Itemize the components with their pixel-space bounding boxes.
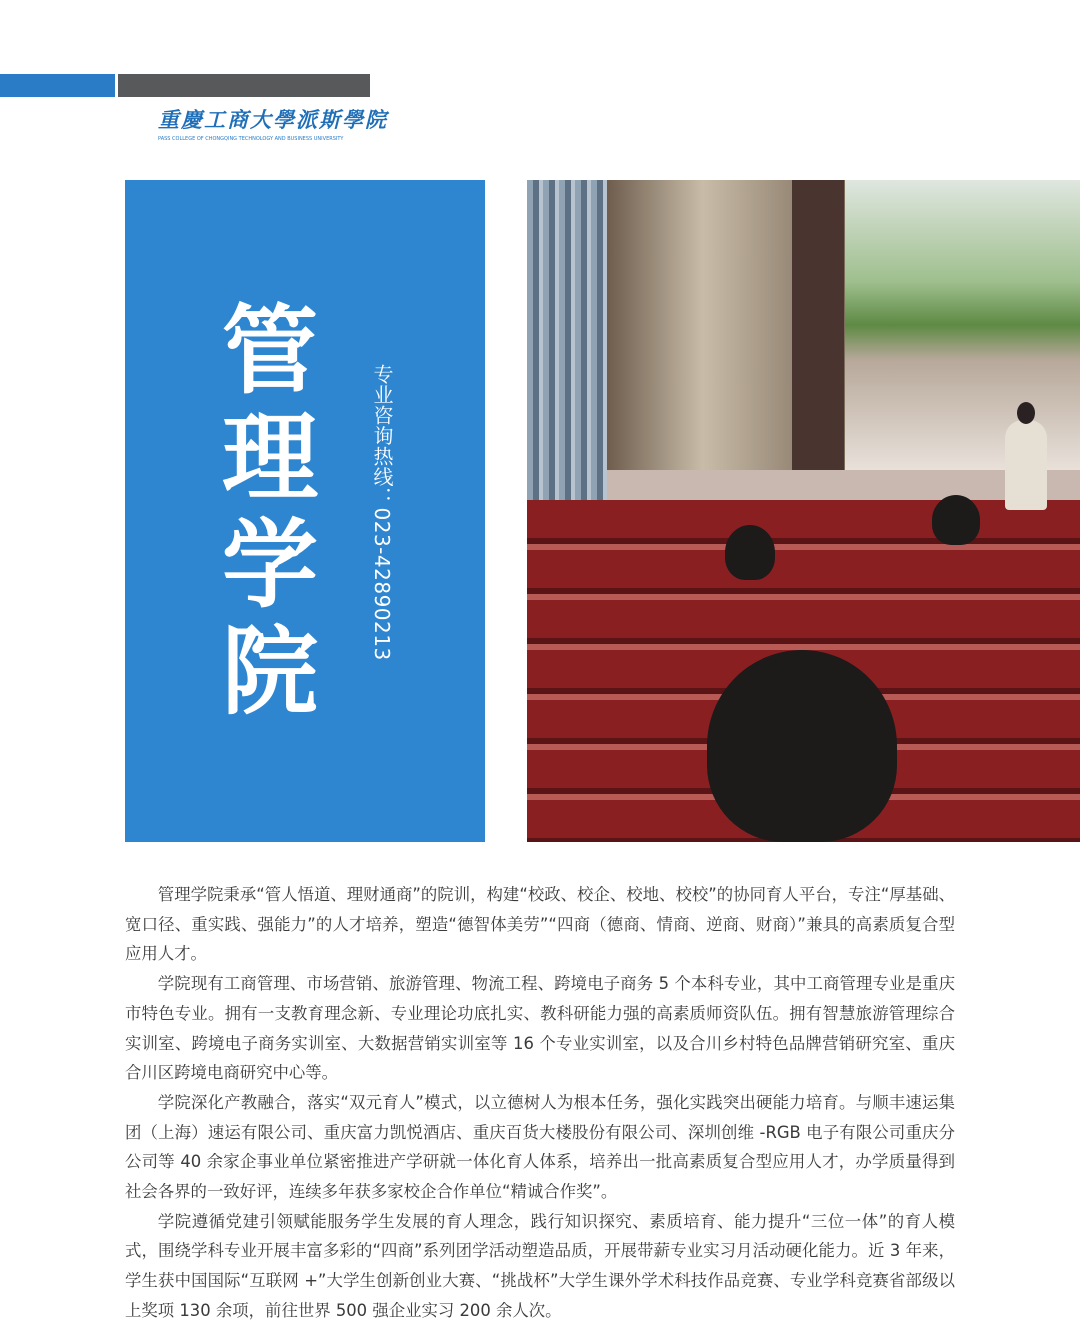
logo-english-name: PASS COLLEGE OF CHONGQING TECHNOLOGY AND BUSINESS UNIVERSITY [158, 136, 344, 142]
paragraph: 学院深化产教融合，落实“双元育人”模式，以立德树人为根本任务，强化实践突出硬能力培育。与顺丰速运集团（上海）速运有限公司、重庆富力凯悦酒店、重庆百货大楼股份有限公司、深圳创维 -RGB 电子有限公司重庆分公司等 40 余家企事业单位紧密推进产学研就一体化育人体系，培养出一批高素质复合型应用人才，办学质量得到社会各界的一致好评，连续多年获多家校企合作单位“精诚合作奖”。 [125, 1092, 955, 1202]
title-char: 管 [222, 295, 318, 407]
title-char: 理 [222, 402, 318, 514]
speaker-figure [1005, 420, 1047, 510]
paragraph: 学院遵循党建引领赋能服务学生发展的育人理念，践行知识探究、素质培育、能力提升“三位一体”的育人模式，围绕学科专业开展丰富多彩的“四商”系列团学活动塑造品质，开展带薪专业实习月活动硬化能力。近 3 年来，学生获中国国际“互联网 +”大学生创新创业大赛、“挑战杯”大学生课外学术科技作品竞赛、专业学科竞赛省部级以上奖项 130 余项，前往世界 500 强企业实习 200 余人次。 [125, 1211, 955, 1320]
title-char: 院 [222, 616, 318, 728]
student-figure [725, 525, 775, 580]
student-figure [932, 495, 980, 545]
projection-screen [845, 180, 1080, 470]
header-gray-bar [118, 74, 370, 97]
lecture-hall-photo [527, 180, 1080, 842]
paragraph: 学院现有工商管理、市场营销、旅游管理、物流工程、跨境电子商务 5 个本科专业，其中工商管理专业是重庆市特色专业。拥有一支教育理念新、专业理论功底扎实、教科研能力强的高素质师资队伍。拥有智慧旅游管理综合实训室、跨境电子商务实训室、大数据营销实训室等 16 个专业实训室，以及合川乡村特色品牌营销研究室、重庆合川区跨境电商研究中心等。 [125, 974, 955, 1083]
header-blue-bar [0, 74, 115, 97]
logo-chinese-name: 重慶工商大學派斯學院 [158, 107, 388, 132]
title-char: 学 [222, 509, 318, 621]
page-title [222, 295, 318, 728]
paragraph: 管理学院秉承“管人悟道、理财通商”的院训，构建“校政、校企、校地、校校”的协同育人平台，专注“厚基础、宽口径、重实践、强能力”的人才培养，塑造“德智体美劳”“四商（德商、情商、逆商、财商）”兼具的高素质复合型应用人才。 [125, 885, 955, 964]
body-text [125, 880, 955, 1326]
student-figure [707, 650, 897, 842]
college-logo [158, 104, 388, 142]
hotline-text: 专业咨询热线：023-42890213 [370, 364, 394, 661]
title-panel [125, 180, 485, 842]
